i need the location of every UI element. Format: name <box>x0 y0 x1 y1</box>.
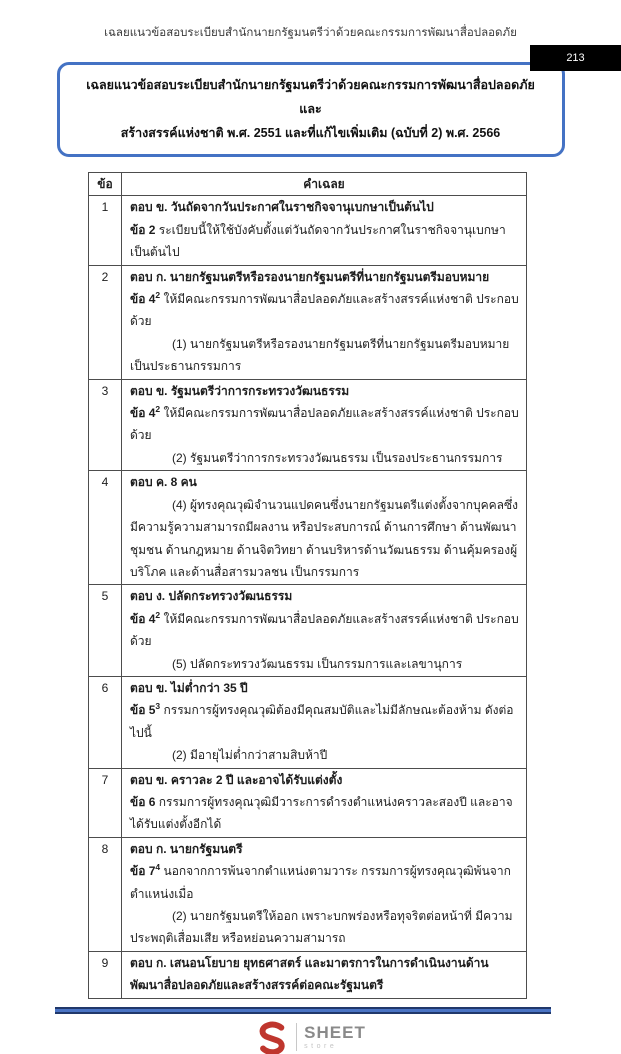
table-row <box>89 471 527 585</box>
answer-line: ตอบ ข. วันถัดจากวันประกาศในราชกิจจานุเบกษาเป็นต้นไป <box>130 200 434 215</box>
answer-line: ตอบ ก. เสนอนโยบาย ยุทธศาสตร์ และมาตรการในการดำเนินงานด้านพัฒนาสื่อปลอดภัยและสร้างสรรค์ต่อคณะรัฐมนตรี <box>130 955 489 993</box>
row-number: 7 <box>89 768 122 837</box>
s-swoosh-icon <box>255 1020 289 1054</box>
answer-line: (2) นายกรัฐมนตรีให้ออก เพราะบกพร่องหรือทุจริตต่อหน้าที่ มีความประพฤติเสื่อมเสีย หรือหย่อนความสามารถ <box>130 909 513 946</box>
answer-cell <box>122 265 527 379</box>
row-number: 2 <box>89 265 122 379</box>
answer-cell <box>122 196 527 265</box>
row-number: 8 <box>89 837 122 951</box>
answer-line: ข้อ $4^2$ ให้มีคณะกรรมการพัฒนาสื่อปลอดภัยและสร้างสรรค์แห่งชาติ ประกอบด้วย <box>130 404 519 443</box>
row-number: 5 <box>89 585 122 677</box>
answer-line: (2) มีอายุไม่ต่ำกว่าสามสิบห้าปี <box>172 748 328 763</box>
answer-line: ตอบ ก. นายกรัฐมนตรี <box>130 841 243 856</box>
row-number: 9 <box>89 951 122 998</box>
answer-line: (5) ปลัดกระทรวงวัฒนธรรม เป็นกรรมการและเลขานุการ <box>172 656 463 671</box>
table-header-row <box>89 173 527 196</box>
answer-cell <box>122 768 527 837</box>
answer-line: ตอบ ค. 8 คน <box>130 475 197 490</box>
answer-line: ตอบ ข. รัฐมนตรีว่าการกระทรวงวัฒนธรรม <box>130 383 350 398</box>
brand-name: SHEET <box>304 1022 366 1042</box>
table-row <box>89 768 527 837</box>
answer-line: ข้อ 6 กรรมการผู้ทรงคุณวุฒิมีวาระการดำรงตำแหน่งคราวละสองปี และอาจได้รับแต่งตั้งอีกได้ <box>130 794 513 832</box>
answer-line: (4) ผู้ทรงคุณวุฒิจำนวนแปดคนซึ่งนายกรัฐมนตรีแต่งตั้งจากบุคคลซึ่งมีความรู้ความสามารถมีผลงาน หรือประสบการณ์ ด้านการศึกษา ด้านพัฒนาชุมชน ด้านกฎหมาย ด้านจิตวิทยา ด้านบริหารด้านวัฒนธรรม ด้านคุ้มครองผู้บริโภค และด้านสื่อสารมวลชน เป็นกรรมการ <box>130 497 519 579</box>
table-header-answer: คำเฉลย <box>122 173 527 196</box>
table-row <box>89 951 527 998</box>
table-row <box>89 265 527 379</box>
table-row <box>89 676 527 768</box>
row-number: 4 <box>89 471 122 585</box>
row-number: 1 <box>89 196 122 265</box>
answer-table-container <box>88 172 527 999</box>
table-row <box>89 379 527 471</box>
answer-cell <box>122 379 527 471</box>
answer-cell <box>122 676 527 768</box>
answer-line: ตอบ ข. คราวละ 2 ปี และอาจได้รับแต่งตั้ง <box>130 772 343 787</box>
title-line-1: เฉลยแนวข้อสอบระเบียบสำนักนายกรัฐมนตรีว่าด้วยคณะกรรมการพัฒนาสื่อปลอดภัยและ <box>86 78 535 116</box>
answer-line: ข้อ 2 ระเบียบนี้ให้ใช้บังคับตั้งแต่วันถัดจากวันประกาศในราชกิจจานุเบกษาเป็นต้นไป <box>130 222 506 260</box>
page-number-badge: 213 <box>530 45 621 71</box>
table-row <box>89 196 527 265</box>
answer-line: (2) รัฐมนตรีว่าการกระทรวงวัฒนธรรม เป็นรองประธานกรรมการ <box>172 450 503 465</box>
brand-divider-line <box>296 1023 297 1051</box>
brand-subtitle: store <box>304 1042 338 1050</box>
brand-logo <box>0 1020 621 1054</box>
answer-line: (1) นายกรัฐมนตรีหรือรองนายกรัฐมนตรีที่นายกรัฐมนตรีมอบหมาย เป็นประธานกรรมการ <box>130 336 510 374</box>
answer-line: ข้อ $5^3$ กรรมการผู้ทรงคุณวุฒิต้องมีคุณสมบัติและไม่มีลักษณะต้องห้าม ดังต่อไปนี้ <box>130 701 514 740</box>
table-row <box>89 837 527 951</box>
answer-table <box>88 172 527 999</box>
table-header-no: ข้อ <box>89 173 122 196</box>
table-row <box>89 585 527 677</box>
page-header: เฉลยแนวข้อสอบระเบียบสำนักนายกรัฐมนตรีว่าด้วยคณะกรรมการพัฒนาสื่อปลอดภัย <box>104 27 517 39</box>
answer-line: ตอบ ง. ปลัดกระทรวงวัฒนธรรม <box>130 589 293 604</box>
footer-divider <box>55 1007 551 1014</box>
answer-cell <box>122 837 527 951</box>
answer-line: ข้อ $4^2$ ให้มีคณะกรรมการพัฒนาสื่อปลอดภัยและสร้างสรรค์แห่งชาติ ประกอบด้วย <box>130 609 519 649</box>
row-number: 6 <box>89 676 122 768</box>
title-box <box>57 62 565 157</box>
answer-line: ข้อ $4^2$ ให้มีคณะกรรมการพัฒนาสื่อปลอดภัยและสร้างสรรค์แห่งชาติ ประกอบด้วย <box>130 290 519 329</box>
title-line-2: สร้างสรรค์แห่งชาติ พ.ศ. 2551 และที่แก้ไขเพิ่มเติม (ฉบับที่ 2) พ.ศ. 2566 <box>120 126 501 140</box>
row-number: 3 <box>89 379 122 471</box>
answer-line: ข้อ $7^4$ นอกจากการพ้นจากตำแหน่งตามวาระ กรรมการผู้ทรงคุณวุฒิพ้นจากตำแหน่งเมื่อ <box>130 862 511 901</box>
answer-cell <box>122 951 527 998</box>
answer-line: ตอบ ก. นายกรัฐมนตรีหรือรองนายกรัฐมนตรีที่นายกรัฐมนตรีมอบหมาย <box>130 269 490 284</box>
answer-cell <box>122 471 527 585</box>
answer-cell <box>122 585 527 677</box>
answer-line: ตอบ ข. ไม่ต่ำกว่า 35 ปี <box>130 680 248 695</box>
